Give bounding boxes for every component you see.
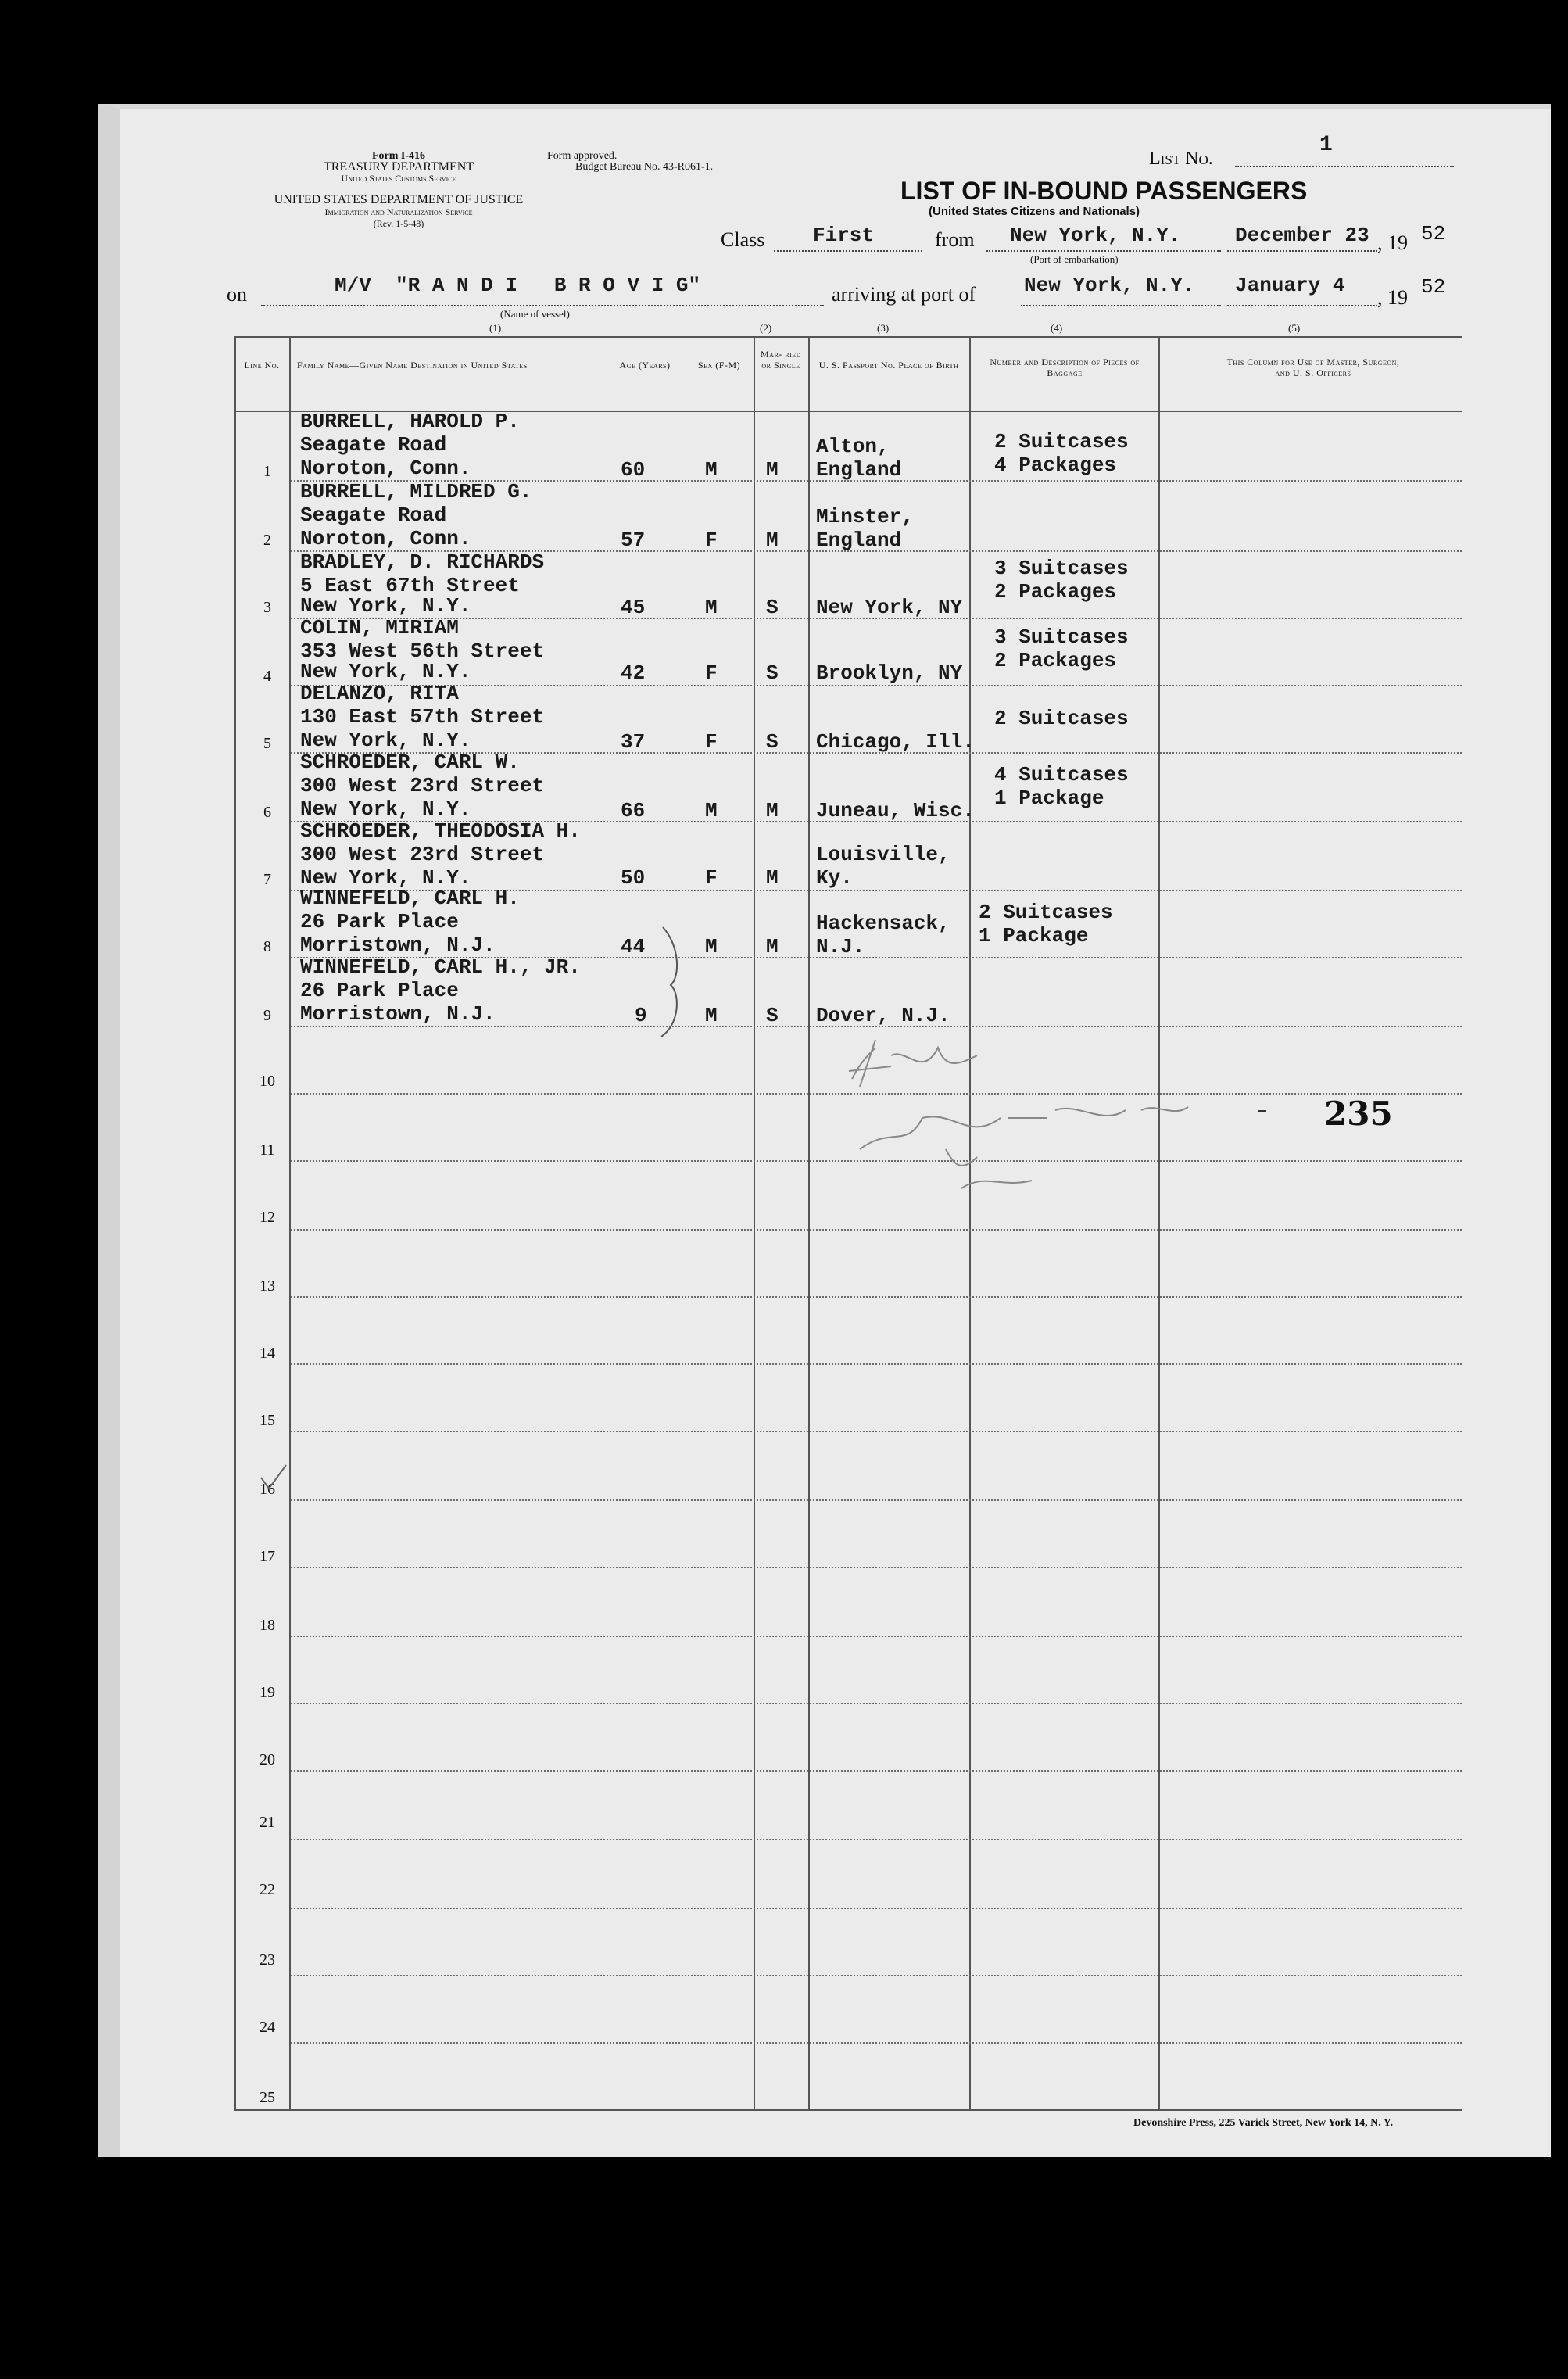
row-rule	[291, 1908, 1462, 1909]
row-rule	[291, 685, 1462, 686]
passenger-name: BURRELL, HAROLD P.	[300, 410, 520, 433]
pencil-checkmark	[258, 1462, 289, 1493]
col-header-age: Age (Years)	[619, 360, 671, 371]
passenger-address-line2: Morristown, N.J.	[300, 1002, 496, 1026]
passenger-name: DELANZO, RITA	[300, 682, 459, 705]
col-num-4: (4)	[1051, 322, 1063, 334]
passenger-age: 44	[621, 935, 646, 958]
passenger-sex: M	[705, 799, 718, 822]
birthplace-line1: Hackensack,	[816, 912, 950, 935]
form-revision: (Rev. 1-5-48)	[373, 218, 424, 229]
form-approved: Form approved.	[547, 150, 618, 162]
list-no-label: List No.	[1149, 149, 1213, 169]
vessel-caption: (Name of vessel)	[500, 308, 570, 320]
line-number: 17	[260, 1548, 275, 1565]
birthplace-line2: England	[816, 458, 902, 482]
passenger-address-line1: 300 West 23rd Street	[300, 843, 545, 866]
passenger-name: WINNEFELD, CARL H., JR.	[300, 955, 581, 979]
col-header-officers: This Column for Use of Master, Surgeon, and U. S. Officers	[1226, 356, 1400, 378]
passenger-name: SCHROEDER, THEODOSIA H.	[300, 819, 581, 843]
passenger-sex: F	[705, 866, 718, 890]
line-number: 16	[260, 1481, 275, 1498]
col-num-1: (1)	[489, 322, 502, 334]
list-no-value: 1	[1319, 133, 1333, 157]
line-number: 20	[260, 1751, 275, 1768]
row-rule	[291, 1839, 1462, 1840]
passenger-age: 66	[621, 799, 646, 822]
passenger-age: 42	[621, 661, 646, 685]
baggage-line2: 1 Package	[979, 924, 1089, 948]
class-value: First	[813, 224, 875, 247]
line-number: 21	[260, 1814, 275, 1831]
passenger-marital: S	[766, 730, 779, 754]
on-label: on	[227, 283, 247, 306]
treasury-dept: TREASURY DEPARTMENT	[323, 160, 474, 174]
form-subtitle: (United States Citizens and Nationals)	[929, 205, 1140, 218]
col-rule	[234, 336, 236, 2111]
col-header-passport: U. S. Passport No. Place of Birth	[818, 360, 959, 371]
passenger-address-line2: Morristown, N.J.	[300, 933, 496, 957]
passenger-marital: M	[766, 799, 779, 822]
row-rule	[291, 1975, 1462, 1976]
vessel-name: M/V "R A N D I B R O V I G"	[335, 274, 701, 297]
passenger-age: 50	[621, 866, 646, 890]
passenger-marital: S	[766, 596, 779, 619]
birthplace-line1: Minster,	[816, 505, 914, 528]
passenger-sex: M	[705, 458, 718, 482]
arrival-date-line	[1227, 305, 1377, 306]
passenger-age: 45	[621, 596, 646, 619]
line-number: 10	[260, 1073, 275, 1090]
pencil-checkmark-stroke	[261, 1465, 286, 1489]
from-line	[986, 250, 1221, 252]
line-number: 13	[260, 1277, 275, 1295]
baggage-line2: 2 Packages	[994, 649, 1117, 672]
port-embark-caption: (Port of embarkation)	[1030, 253, 1119, 265]
line-number: 22	[260, 1881, 275, 1898]
depart-date: December 23	[1235, 224, 1369, 247]
birthplace-line2: Juneau, Wisc.	[816, 799, 975, 822]
row-rule	[291, 1703, 1462, 1704]
list-no-line	[1235, 166, 1454, 167]
line-number: 19	[260, 1684, 275, 1701]
passenger-age: 60	[621, 458, 646, 482]
baggage-line1: 2 Suitcases	[979, 901, 1113, 924]
passenger-address-line1: 353 West 56th Street	[300, 640, 545, 663]
passenger-address-line1: 300 West 23rd Street	[300, 774, 545, 797]
col-header-baggage: Number and Description of Pieces of Baggage	[990, 356, 1140, 378]
passenger-name: BRADLEY, D. RICHARDS	[300, 550, 545, 574]
row-rule	[291, 1431, 1462, 1432]
handwriting-stroke	[860, 1107, 1188, 1149]
birthplace-line1: Louisville,	[816, 843, 950, 866]
baggage-line2: 4 Packages	[994, 453, 1117, 477]
arrival-port: New York, N.Y.	[1024, 274, 1195, 297]
form-number: Form I-416	[371, 150, 426, 162]
birthplace-line2: N.J.	[816, 935, 865, 958]
customs-service: United States Customs Service	[341, 173, 456, 184]
passenger-address-line1: 26 Park Place	[300, 910, 459, 933]
vessel-line	[261, 305, 824, 306]
passenger-marital: M	[766, 935, 779, 958]
passenger-sex: F	[705, 528, 718, 552]
birthplace-line2: Dover, N.J.	[816, 1004, 950, 1027]
passenger-address-line1: 26 Park Place	[300, 979, 459, 1002]
line-number: 5	[263, 735, 271, 752]
table-bottom-rule	[234, 2109, 1462, 2111]
pencil-brace-stroke	[661, 927, 677, 1037]
depart-year-prefix: , 19	[1377, 231, 1408, 254]
col-rule	[808, 336, 810, 2111]
col-rule	[1158, 336, 1160, 2111]
passenger-marital: M	[766, 528, 779, 552]
baggage-line1: 3 Suitcases	[994, 557, 1129, 580]
passenger-age: 57	[621, 528, 646, 552]
passenger-age: 37	[621, 730, 646, 754]
col-num-3: (3)	[877, 322, 890, 334]
row-rule	[291, 1636, 1462, 1637]
arrival-port-line	[1021, 305, 1221, 306]
handwriting-stroke	[849, 1040, 977, 1087]
arrival-date: January 4	[1235, 274, 1345, 297]
arriving-label: arriving at port of	[832, 283, 976, 306]
passenger-address-line1: 5 East 67th Street	[300, 574, 520, 597]
passenger-marital: M	[766, 458, 779, 482]
form-title: LIST OF IN-BOUND PASSENGERS	[900, 177, 1308, 205]
line-number: 2	[263, 532, 271, 549]
budget-bureau: Budget Bureau No. 43-R061-1.	[575, 161, 714, 173]
passenger-sex: F	[705, 661, 718, 685]
col-header-line-no: Line No.	[244, 360, 280, 371]
passenger-address-line1: Seagate Road	[300, 503, 447, 527]
class-label: Class	[721, 228, 765, 251]
passenger-name: WINNEFELD, CARL H.	[300, 887, 520, 910]
line-number: 18	[260, 1617, 275, 1634]
col-num-2: (2)	[760, 322, 772, 334]
from-value: New York, N.Y.	[1010, 224, 1181, 247]
row-rule	[291, 1363, 1462, 1365]
col-header-name: Family Name—Given Name Destination in United States	[297, 360, 528, 371]
col-rule	[289, 336, 291, 2111]
printer-imprint: Devonshire Press, 225 Varick Street, New York 14, N. Y.	[1133, 2117, 1394, 2129]
table-top-rule	[234, 336, 1462, 338]
line-number: 6	[263, 804, 271, 821]
baggage-line1: 3 Suitcases	[994, 625, 1129, 649]
baggage-line1: 2 Suitcases	[994, 707, 1129, 730]
line-number: 23	[260, 1951, 275, 1969]
passenger-marital: M	[766, 866, 779, 890]
birthplace-line2: Chicago, Ill.	[816, 730, 975, 754]
stamp-number: 235	[1324, 1095, 1393, 1133]
line-number: 9	[263, 1007, 271, 1024]
passenger-sex: M	[705, 935, 718, 958]
line-number: 15	[260, 1412, 275, 1429]
birthplace-line2: New York, NY	[816, 596, 963, 619]
depart-date-line	[1227, 250, 1377, 252]
from-label: from	[935, 228, 975, 251]
passenger-age: 9	[635, 1004, 647, 1027]
line-number: 8	[263, 938, 271, 955]
baggage-line1: 2 Suitcases	[994, 430, 1129, 453]
passenger-address-line2: New York, N.Y.	[300, 797, 471, 821]
passenger-address-line1: 130 East 57th Street	[300, 705, 545, 729]
birthplace-line2: England	[816, 528, 902, 552]
line-number: 14	[260, 1345, 275, 1362]
passenger-name: SCHROEDER, CARL W.	[300, 751, 520, 774]
passenger-address-line2: New York, N.Y.	[300, 729, 471, 752]
row-rule	[291, 2042, 1462, 2044]
col-header-married: Mar- ried or Single	[761, 349, 801, 371]
row-rule	[291, 1229, 1462, 1231]
handwritten-initials-and-date	[844, 1032, 1219, 1204]
baggage-line1: 4 Suitcases	[994, 763, 1129, 786]
line-number: 7	[263, 871, 271, 888]
line-number: 4	[263, 668, 271, 685]
line-number: 24	[260, 2019, 275, 2036]
row-rule	[291, 1567, 1462, 1568]
dash-mark	[1258, 1110, 1266, 1112]
arrival-year-prefix: , 19	[1377, 286, 1408, 309]
justice-dept: UNITED STATES DEPARTMENT OF JUSTICE	[274, 193, 524, 206]
col-header-sex: Sex (F-M)	[697, 360, 741, 371]
row-rule	[291, 1296, 1462, 1298]
passenger-address-line2: New York, N.Y.	[300, 594, 471, 618]
line-number: 25	[260, 2089, 275, 2106]
passenger-name: BURRELL, MILDRED G.	[300, 480, 532, 503]
col-rule	[969, 336, 971, 2111]
row-rule	[291, 1770, 1462, 1772]
col-num-5: (5)	[1288, 322, 1301, 334]
baggage-line2: 2 Packages	[994, 580, 1117, 604]
line-number: 12	[260, 1209, 275, 1226]
line-number: 3	[263, 599, 271, 616]
pencil-brace	[657, 923, 688, 1040]
passenger-marital: S	[766, 661, 779, 685]
passenger-sex: M	[705, 1004, 718, 1027]
class-line	[774, 250, 922, 252]
passenger-address-line1: Seagate Road	[300, 433, 447, 457]
baggage-line2: 1 Package	[994, 786, 1104, 810]
passenger-address-line2: New York, N.Y.	[300, 660, 471, 683]
passenger-address-line2: New York, N.Y.	[300, 866, 471, 890]
line-number: 1	[263, 463, 271, 480]
passenger-name: COLIN, MIRIAM	[300, 616, 459, 640]
passenger-sex: M	[705, 596, 718, 619]
line-number: 11	[260, 1141, 275, 1159]
passenger-address-line2: Noroton, Conn.	[300, 457, 471, 480]
birthplace-line2: Brooklyn, NY	[816, 661, 963, 685]
handwriting-stroke	[946, 1149, 1032, 1188]
passenger-address-line2: Noroton, Conn.	[300, 527, 471, 550]
passenger-marital: S	[766, 1004, 779, 1027]
passenger-sex: F	[705, 730, 718, 754]
birthplace-line2: Ky.	[816, 866, 853, 890]
arrival-year: 52	[1421, 275, 1446, 299]
col-rule	[754, 336, 755, 2111]
ins-service: Immigration and Naturalization Service	[324, 206, 473, 217]
depart-year: 52	[1421, 222, 1446, 245]
birthplace-line1: Alton,	[816, 435, 890, 458]
row-rule	[291, 1499, 1462, 1501]
